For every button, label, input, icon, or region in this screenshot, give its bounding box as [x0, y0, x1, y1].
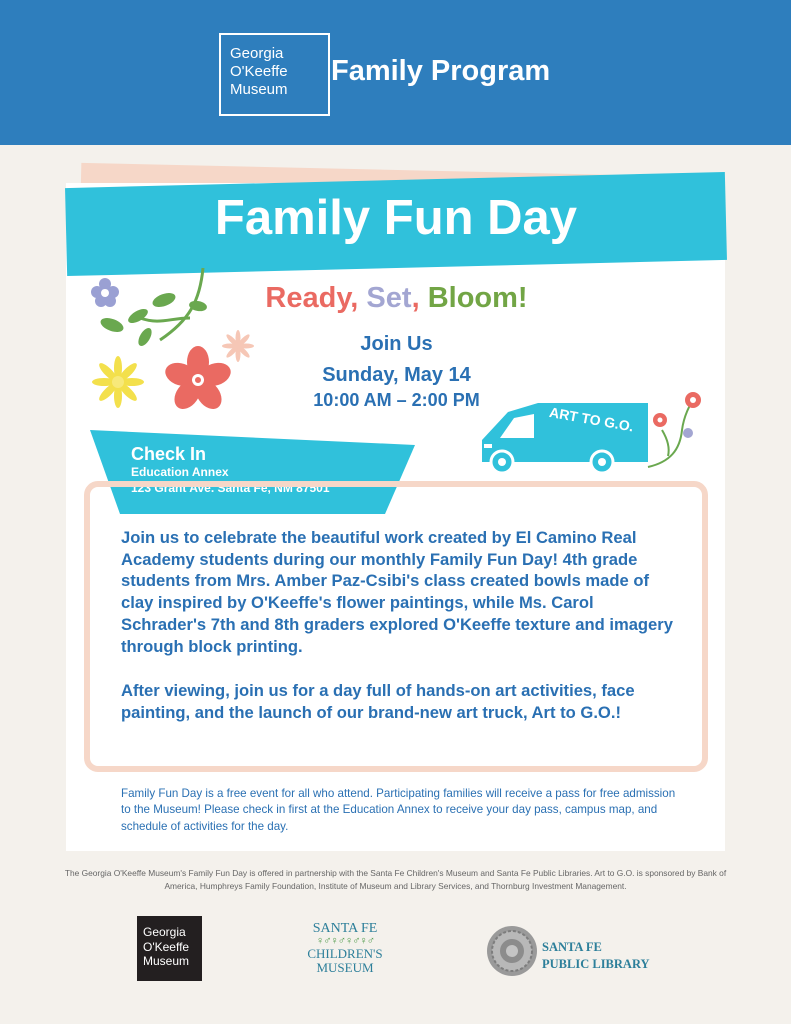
event-time: 10:00 AM – 2:00 PM	[313, 390, 480, 410]
cm-line-top: SANTA FE	[312, 921, 378, 936]
tagline-word-set: Set	[366, 282, 412, 314]
okeeffe-museum-logo	[137, 916, 202, 981]
checkin-title: Check In	[131, 444, 207, 464]
cm-line-2: CHILDREN'S	[307, 946, 383, 961]
logo-line: O'Keeffe	[143, 939, 190, 954]
description-paragraph-1: Join us to celebrate the beautiful work created by El Camino Real Academy students during our monthly Family Fun Day! 4th grade students from Mrs. Amber Paz-Csibi's class created bowls made of clay inspired by O'Keeffe's flower paintings, while Ms. Carol Schrader's 7th and 8th graders explored O'Keeffe texture and imagery through block printing.	[121, 528, 673, 656]
program-title: Family Program	[331, 55, 551, 87]
logo-line: Georgia	[230, 45, 284, 62]
description-paragraph-2: After viewing, join us for a day full of hands-on art activities, face painting, and the launch of our brand-new art truck, Art to G.O.!	[121, 681, 635, 722]
tagline-word-ready: Ready	[265, 282, 351, 314]
logo-line: Museum	[230, 81, 288, 98]
logo-line: Georgia	[143, 925, 186, 939]
event-date: Sunday, May 14	[322, 364, 471, 386]
logo-line: O'Keeffe	[230, 63, 288, 80]
public-library-logo	[542, 939, 650, 973]
library-line-1: SANTA FE	[542, 940, 602, 954]
cm-line-3: MUSEUM	[316, 960, 374, 975]
library-line-2: PUBLIC LIBRARY	[542, 957, 650, 971]
childrens-museum-logo	[300, 922, 390, 975]
event-tagline: Ready, Set, Bloom!	[265, 282, 528, 314]
seal-icon	[486, 925, 538, 977]
truck-label: ART TO G.O.	[548, 403, 635, 435]
tagline-word-bloom: Bloom	[427, 282, 518, 314]
join-us-label: Join Us	[360, 333, 433, 355]
checkin-address: 123 Grant Ave. Santa Fe, NM 87501	[131, 481, 330, 495]
people-row-icon: ♀♂♀♂♀♂♀♂	[316, 935, 374, 947]
sponsor-credits: The Georgia O'Keeffe Museum's Family Fun Day is offered in partnership with the Santa Fe Children's Museum and Santa Fe Public Libraries. Art to G.O. is sponsored by Bank of America, Humphreys Family Foundation, Institute of Museum and Library Services, and Thornburg Investment Management.	[64, 868, 727, 891]
event-note: Family Fun Day is a free event for all who attend. Participating families will receive a pass for free admission to the Museum! Please check in first at the Education Annex to receive your day pass, campus map, and schedule of activities for the day.	[121, 787, 676, 833]
checkin-location: Education Annex	[131, 465, 229, 479]
logo-line: Museum	[143, 954, 190, 968]
event-title: Family Fun Day	[214, 191, 578, 245]
